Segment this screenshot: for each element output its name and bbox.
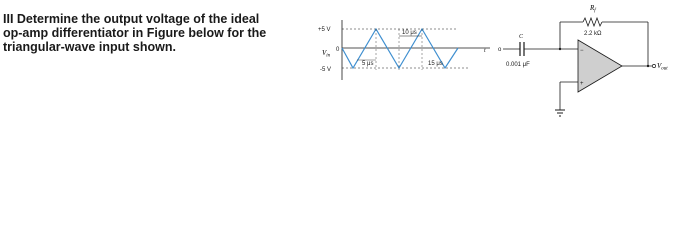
- rise-time-label: 5 μs: [362, 61, 374, 67]
- rf-label: $R_f$: [590, 4, 596, 14]
- differentiator-circuit: [498, 4, 668, 116]
- inverting-sign: −: [580, 48, 584, 54]
- problem-line-3: triangular-wave input shown.: [3, 40, 176, 54]
- input-waveform: [318, 20, 490, 80]
- vin-axis-label: $V_{in}$: [322, 49, 331, 59]
- opamp-triangle: [578, 40, 622, 92]
- y-label-plus5: +5 V: [318, 27, 331, 33]
- problem-line-1: III Determine the output voltage of the ideal: [3, 12, 260, 26]
- noninverting-sign: +: [580, 81, 584, 87]
- y-label-zero: 0: [336, 47, 340, 53]
- vout-label: $V_{out}$: [657, 62, 668, 72]
- fall-time-label: 15 μs: [428, 61, 443, 67]
- resistor-rf: [583, 18, 602, 26]
- capacitor-label: C: [519, 34, 524, 40]
- t-axis-label: t: [484, 48, 486, 54]
- y-label-minus5: -5 V: [320, 67, 332, 73]
- input-terminal: o: [498, 47, 502, 53]
- period-label: 10 μs: [402, 30, 417, 36]
- output-terminal: [652, 64, 655, 67]
- output-junction-dot: [647, 65, 649, 67]
- problem-line-2: op-amp differentiator in Figure below for the: [3, 26, 267, 40]
- rf-value: 2.2 kΩ: [584, 31, 602, 37]
- capacitor-value: 0.001 μF: [506, 62, 530, 68]
